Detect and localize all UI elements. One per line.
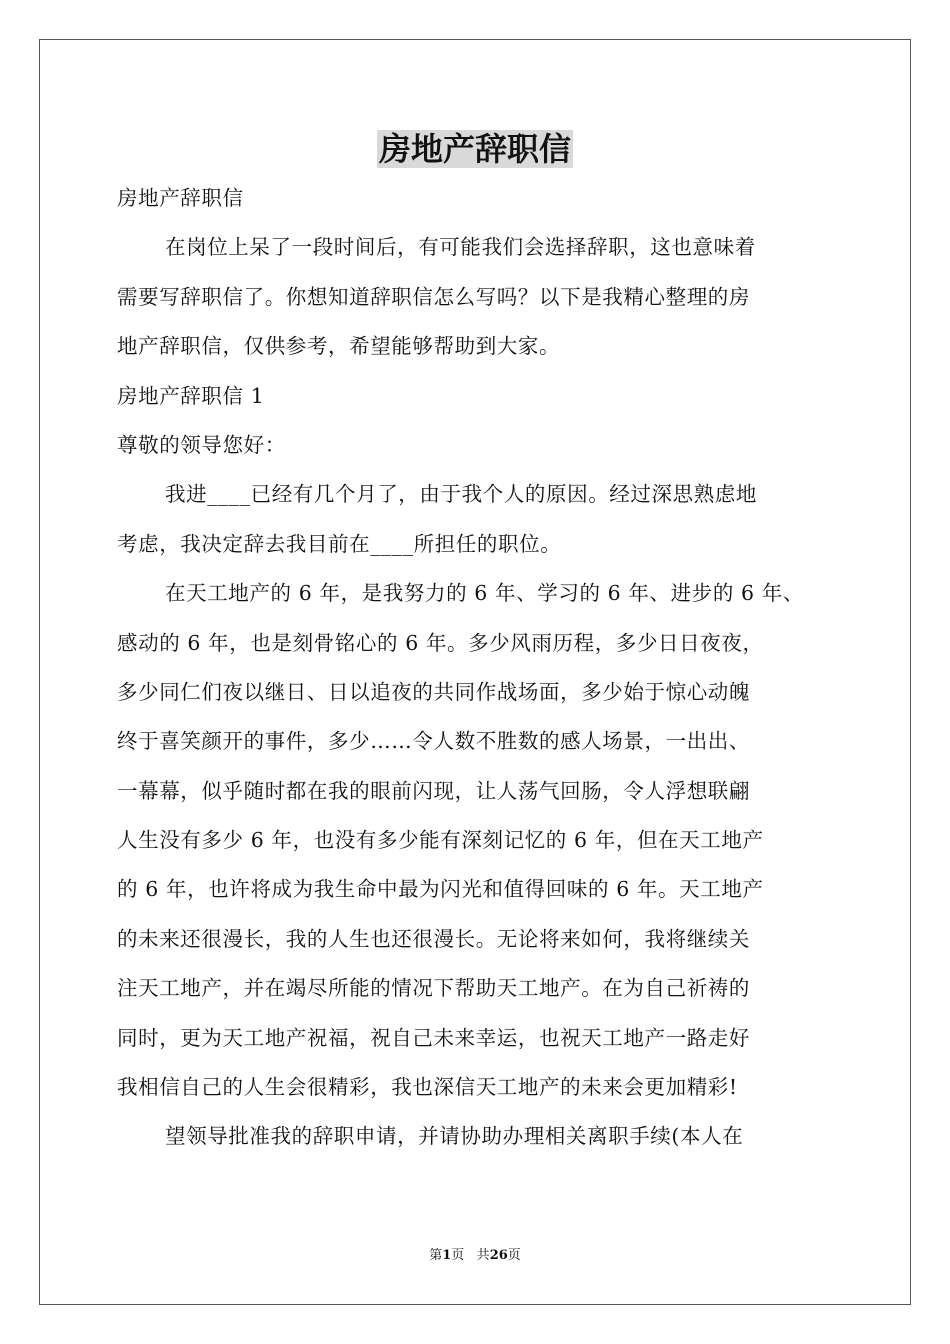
- text-line: 地产辞职信，仅供参考，希望能够帮助到大家。: [117, 334, 561, 359]
- text-line: 需要写辞职信了。你想知道辞职信怎么写吗？以下是我精心整理的房: [117, 284, 750, 309]
- document-title-text: 房地产辞职信: [378, 130, 571, 168]
- footer-page-prefix: 第: [429, 1248, 443, 1263]
- text-line: 同时，更为天工地产祝福，祝自己未来幸运，也祝天工地产一路走好: [117, 1025, 750, 1050]
- text-line: 人生没有多少 6 年，也没有多少能有深刻记忆的 6 年，但在天工地产: [117, 828, 764, 853]
- document-body: [117, 174, 837, 1162]
- text-line: 在岗位上呆了一段时间后，有可能我们会选择辞职，这也意味着: [165, 235, 756, 260]
- text-line: 终于喜笑颜开的事件，多少……令人数不胜数的感人场景，一出出、: [117, 729, 750, 754]
- text-line: 的 6 年，也许将成为我生命中最为闪光和值得回味的 6 年。天工地产: [117, 877, 764, 902]
- footer-page-unit: 页: [451, 1248, 465, 1263]
- footer-total-unit: 页: [507, 1248, 521, 1263]
- text-line: 我相信自己的人生会很精彩，我也深信天工地产的未来会更加精彩!: [117, 1075, 738, 1100]
- text-line: 注天工地产，并在竭尽所能的情况下帮助天工地产。在为自己祈祷的: [117, 976, 750, 1001]
- text-line: 房地产辞职信 1: [117, 383, 265, 408]
- text-line: 尊敬的领导您好：: [117, 432, 286, 457]
- footer-page-current: 1: [442, 1248, 452, 1263]
- footer-total-prefix: 共: [476, 1248, 490, 1263]
- text-line: 考虑，我决定辞去我目前在____所担任的职位。: [117, 531, 562, 556]
- text-line: 感动的 6 年，也是刻骨铭心的 6 年。多少风雨历程，多少日日夜夜，: [117, 630, 764, 655]
- text-line: 的未来还很漫长，我的人生也还很漫长。无论将来如何，我将继续关: [117, 926, 750, 951]
- text-line: 房地产辞职信: [117, 186, 244, 210]
- page-footer: [0, 1246, 950, 1266]
- text-line: 在天工地产的 6 年，是我努力的 6 年、学习的 6 年、进步的 6 年、: [165, 581, 804, 606]
- text-line: 多少同仁们夜以继日、日以追夜的共同作战场面，多少始于惊心动魄: [117, 679, 750, 704]
- document-title: [0, 127, 950, 171]
- footer-page-total: 26: [489, 1248, 508, 1263]
- text-line: 我进____已经有几个月了，由于我个人的原因。经过深思熟虑地: [165, 482, 757, 507]
- text-line: 一幕幕，似乎随时都在我的眼前闪现，让人荡气回肠，令人浮想联翩: [117, 778, 750, 803]
- text-line: 望领导批准我的辞职申请，并请协助办理相关离职手续(本人在: [165, 1124, 744, 1149]
